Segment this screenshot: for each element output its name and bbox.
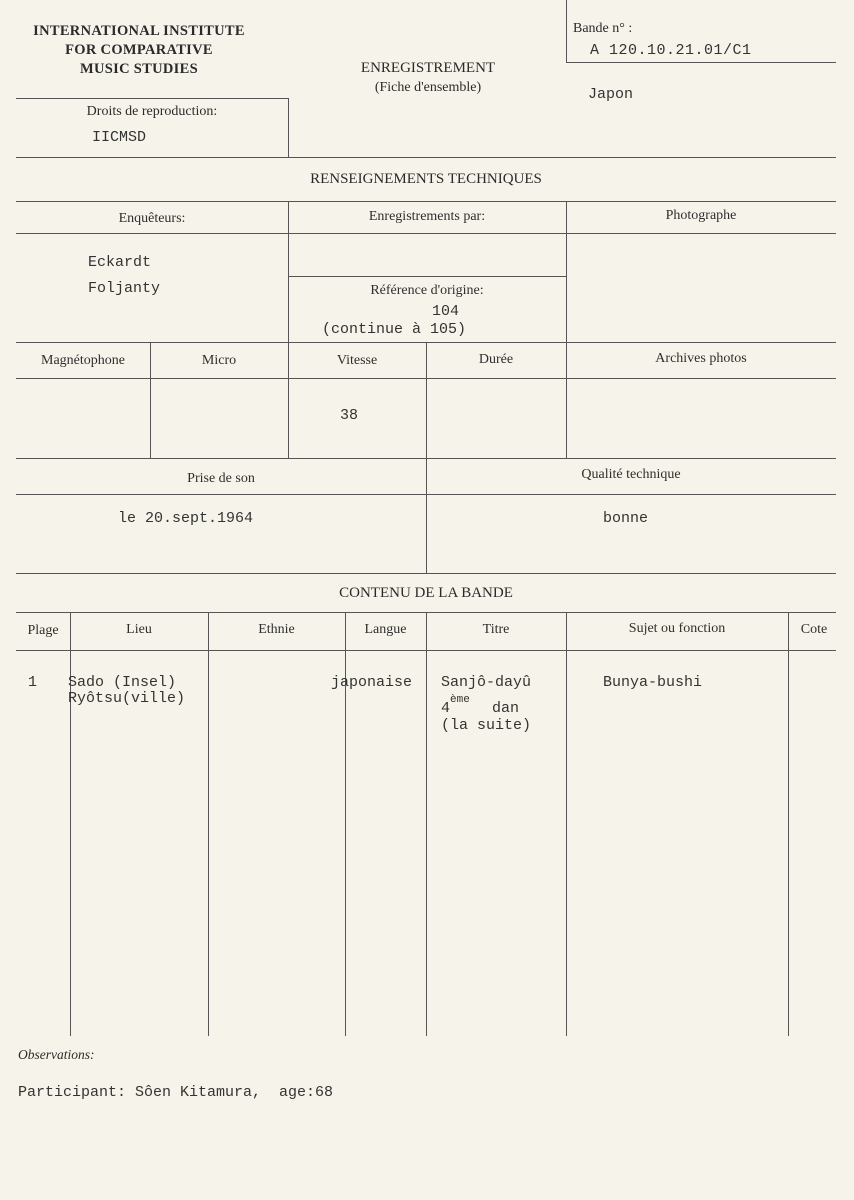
rule bbox=[16, 233, 836, 234]
archives-label: Archives photos bbox=[655, 351, 747, 366]
institute-line-2: FOR COMPARATIVE bbox=[65, 42, 213, 58]
row1-langue: japonaise bbox=[331, 674, 413, 691]
bande-label: Bande n° : bbox=[573, 21, 633, 36]
row1-titre-line1: Sanjô-dayû bbox=[441, 674, 532, 691]
vitesse-label: Vitesse bbox=[336, 353, 378, 368]
rule bbox=[16, 157, 836, 158]
photographe-label: Photographe bbox=[665, 208, 737, 223]
reference-label: Référence d'origine: bbox=[370, 283, 484, 298]
rule bbox=[566, 0, 567, 62]
plage-header: Plage bbox=[27, 623, 59, 638]
institute-name bbox=[14, 22, 264, 79]
sujet-header: Sujet ou fonction bbox=[628, 621, 726, 636]
langue-header: Langue bbox=[364, 622, 407, 637]
magnetophone-label: Magnétophone bbox=[41, 353, 125, 368]
rule bbox=[566, 62, 836, 63]
ethnie-header: Ethnie bbox=[258, 622, 295, 637]
rule bbox=[16, 98, 288, 99]
enqueteur-2: Foljanty bbox=[88, 280, 161, 297]
droits-value: IICMSD bbox=[92, 129, 147, 146]
duree-label: Durée bbox=[478, 352, 514, 367]
institute-line-3: MUSIC STUDIES bbox=[80, 61, 198, 77]
lieu-header: Lieu bbox=[126, 622, 152, 637]
row1-plage: 1 bbox=[28, 674, 38, 691]
technical-section-title: RENSEIGNEMENTS TECHNIQUES bbox=[310, 171, 542, 187]
rule bbox=[208, 612, 209, 1036]
row1-titre-dan: dan bbox=[492, 700, 520, 717]
observations-text: Participant: Sôen Kitamura, age:68 bbox=[18, 1084, 334, 1101]
row1-sujet: Bunya-bushi bbox=[603, 674, 703, 691]
reference-value: 104 bbox=[432, 303, 460, 320]
enregistrements-label: Enregistrements par: bbox=[368, 209, 486, 224]
reference-note: (continue à 105) bbox=[322, 321, 467, 338]
rule bbox=[16, 201, 836, 202]
titre-header: Titre bbox=[482, 622, 510, 637]
rule bbox=[16, 573, 836, 574]
enqueteurs-label: Enquêteurs: bbox=[118, 211, 186, 226]
prise-value: le 20.sept.1964 bbox=[118, 510, 254, 527]
enqueteur-1: Eckardt bbox=[88, 254, 152, 271]
prise-label: Prise de son bbox=[187, 471, 255, 486]
qualite-value: bonne bbox=[603, 510, 649, 527]
rule bbox=[788, 612, 789, 1036]
contents-section-title: CONTENU DE LA BANDE bbox=[339, 585, 513, 601]
qualite-label: Qualité technique bbox=[581, 467, 681, 482]
row1-titre-sup: ème bbox=[450, 694, 470, 706]
cote-header: Cote bbox=[800, 622, 828, 637]
rule bbox=[426, 612, 427, 1036]
micro-label: Micro bbox=[201, 353, 237, 368]
rule bbox=[288, 98, 289, 157]
vitesse-value: 38 bbox=[340, 407, 359, 424]
row1-lieu-line1: Sado (Insel) bbox=[68, 674, 177, 691]
row1-titre-num: 4 bbox=[441, 700, 451, 717]
row1-titre-line3: (la suite) bbox=[441, 717, 532, 734]
form-title: ENREGISTREMENT bbox=[360, 60, 496, 76]
observations-label: Observations: bbox=[18, 1047, 95, 1062]
row1-lieu-line2: Ryôtsu(ville) bbox=[68, 690, 186, 707]
rule bbox=[566, 612, 567, 1036]
country: Japon bbox=[588, 86, 634, 103]
row1-titre-ordinal bbox=[441, 694, 470, 717]
bande-number: A 120.10.21.01/C1 bbox=[590, 42, 752, 59]
rule bbox=[288, 276, 566, 277]
droits-label: Droits de reproduction: bbox=[86, 104, 218, 119]
form-subtitle: (Fiche d'ensemble) bbox=[374, 80, 482, 95]
institute-line-1: INTERNATIONAL INSTITUTE bbox=[33, 23, 245, 39]
